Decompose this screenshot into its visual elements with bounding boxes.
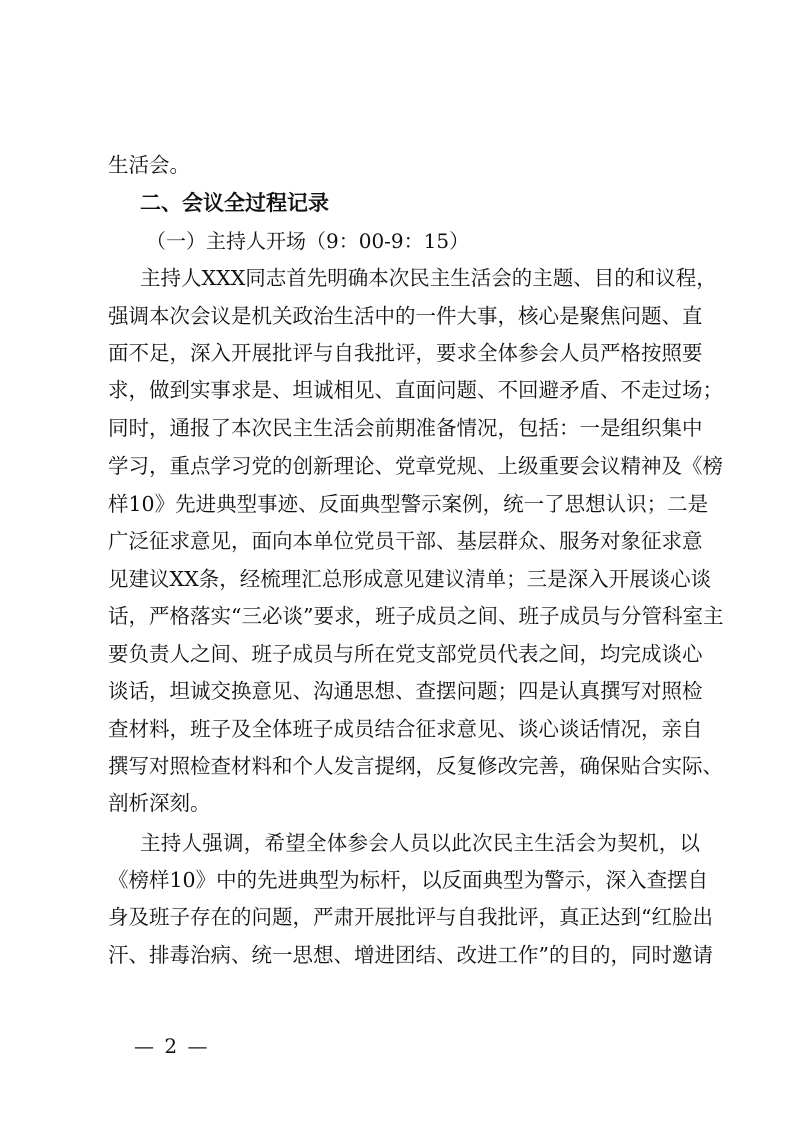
body-line: 强调本次会议是机关政治生活中的一件大事，核心是聚焦问题、直 <box>108 304 703 328</box>
body-line: 谈话，坦诚交换意见、沟通思想、查摆问题；四是认真撰写对照检 <box>108 679 703 703</box>
body-line: 广泛征求意见，面向本单位党员干部、基层群众、服务对象征求意 <box>108 529 703 553</box>
body-line: 面不足，深入开展批评与自我批评，要求全体参会人员严格按照要 <box>108 341 703 365</box>
body-line: 学习，重点学习党的创新理论、党章党规、上级重要会议精神及《榜 <box>108 454 723 478</box>
subsection-heading: （一）主持人开场（9：00-9：15） <box>146 229 470 253</box>
body-line: 《榜样10》中的先进典型为标杆，以反面典型为警示，深入查摆自 <box>108 868 709 892</box>
body-line: 话，严格落实“三必谈”要求，班子成员之间、班子成员与分管科室主 <box>108 604 724 628</box>
body-line: 生活会。 <box>108 153 190 177</box>
body-line: 主持人XXX同志首先明确本次民主生活会的主题、目的和议程， <box>140 266 717 290</box>
body-line: 主持人强调，希望全体参会人员以此次民主生活会为契机，以 <box>140 831 700 855</box>
body-line: 同时，通报了本次民主生活会前期准备情况，包括：一是组织集中 <box>108 416 703 440</box>
section-heading: 二、会议全过程记录 <box>140 191 329 215</box>
body-line: 见建议XX条，经梳理汇总形成意见建议清单；三是深入开展谈心谈 <box>108 567 712 591</box>
body-line: 样10》先进典型事迹、反面典型警示案例，统一了思想认识；二是 <box>108 492 709 516</box>
body-line: 汗、排毒治病、统一思想、增进团结、改进工作”的目的，同时邀请 <box>108 943 713 967</box>
body-line: 身及班子存在的问题，严肃开展批评与自我批评，真正达到“红脸出 <box>108 905 713 929</box>
page-number: — 2 — <box>134 1034 210 1058</box>
body-line: 撰写对照检查材料和个人发言提纲，反复修改完善，确保贴合实际、 <box>108 754 723 778</box>
body-line: 要负责人之间、班子成员与所在党支部党员代表之间，均完成谈心 <box>108 642 703 666</box>
body-line: 求，做到实事求是、坦诚相见、直面问题、不回避矛盾、不走过场； <box>108 378 723 402</box>
body-line: 查材料，班子及全体班子成员结合征求意见、谈心谈话情况，亲自 <box>108 717 703 741</box>
body-line: 剖析深刻。 <box>108 791 211 815</box>
